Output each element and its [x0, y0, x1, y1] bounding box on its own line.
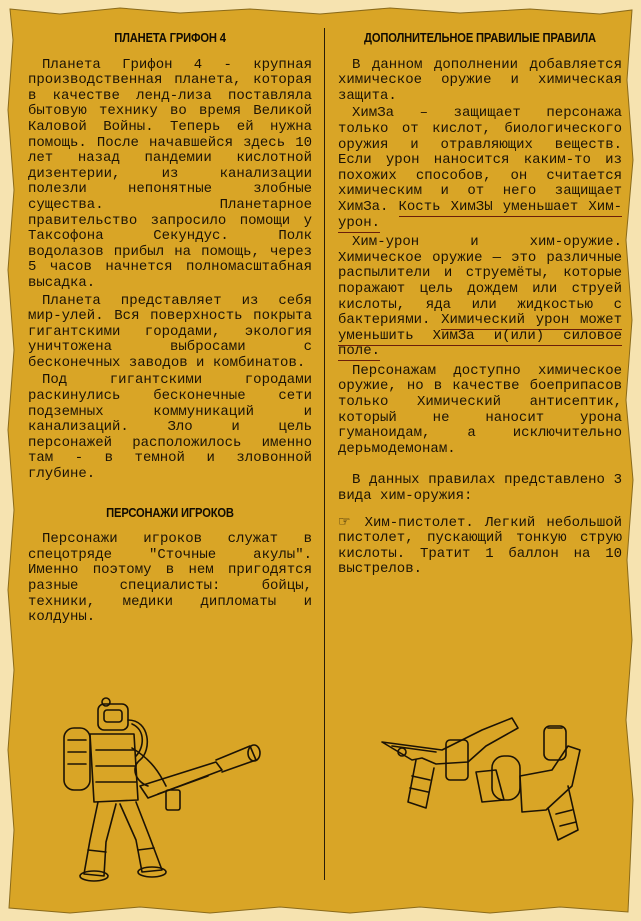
paragraph-ammo: Персонажам доступно химическое оружие, но в качестве боеприпасов только Химический антисептик, который не наносит урона гуманоидам, а исключительно дерьмодемонам.: [338, 362, 622, 457]
paragraph-hive-world: Планета представляет из себя мир-улей. Вся поверхность покрыта гигантскими городами, экология уничтожена выбросами с бесконечных заводов и комбинатов.: [28, 292, 312, 371]
paragraph-addition: В данном дополнении добавляется химическое оружие и химическая защита.: [338, 56, 622, 104]
chemical-weapons-rule-highlight: Химический урон может уменьшить ХимЗа и(или) силовое поле.: [338, 312, 622, 360]
section-title-characters: ПЕРСОНАЖИ ИГРОКОВ: [106, 504, 234, 520]
paragraph-chemical-weapons: [338, 235, 622, 360]
column-divider: [324, 28, 325, 880]
section-title-extra-rules: ДОПОЛНИТЕЛЬНОЕ ПРАВИЛЫЕ ПРАВИЛА: [364, 30, 596, 45]
paragraph-characters: Персонажи игроков служат в спецотряде "Сточные акулы". Именно поэтому в нем пригодятся разные специалисты: бойцы, техники, медики дипломаты и колдуны.: [28, 531, 312, 626]
paragraph-underground: Под гигантскими городами раскинулись бесконечные сети подземных коммуникаций и канализаций. Зло и цель персонажей расположилось именно там - в темной и зловонной глубине.: [28, 372, 312, 483]
chem-pistol-description: Хим-пистолет. Легкий небольшой пистолет, пускающий тонкую струю кислоты. Тратит 1 баллон на 10 выстрелов.: [338, 514, 622, 578]
left-column: [28, 30, 312, 628]
paragraph-planet-intro: Планета Грифон 4 - крупная производственная планета, которая в качестве ленд-лиза поставляла бытовую технику во время Великой Каловой Войны. Теперь ей нужна помощь. После начавшейся здесь 10 лет назад пандемии кислотной дизентерии, из канализации полезли непонятные злобные существа. Планетарное правительство запросило помощи у Таксофона Секундус. Полк водолазов прибыл на помощь, через 5 часов начнется полномасштабная высадка.: [28, 56, 312, 291]
right-column: [338, 30, 622, 580]
weapon-bullet-chem-pistol: [338, 515, 622, 578]
paragraph-chemical-protection: [338, 106, 622, 231]
chemical-protection-text: ХимЗа – защищает персонажа только от кислот, биологического оружия и отравляющих веществ. Если урон наносится каким-то из похожих способов, он считается химическим и от него защищает ХимЗа.: [338, 105, 622, 215]
chem-pistols-illustration: [372, 690, 612, 890]
pointing-hand-icon: ☞: [338, 513, 351, 530]
chemical-protection-rule-highlight: Кость ХимЗЫ уменьшает Хим-урон.: [338, 198, 622, 231]
chemical-weapons-text: Хим-урон и хим-оружие. Химическое оружие — это различные распылители и струемёты, которые поражают цель дождем или струей кислоты, яда или жидкостью с бактериями.: [338, 234, 622, 329]
section-title-planet: ПЛАНЕТА ГРИФОН 4: [114, 30, 226, 45]
paragraph-weapon-types: В данных правилах представлено 3 вида хим-оружия:: [338, 472, 622, 505]
diver-soldier-illustration: [40, 690, 280, 890]
